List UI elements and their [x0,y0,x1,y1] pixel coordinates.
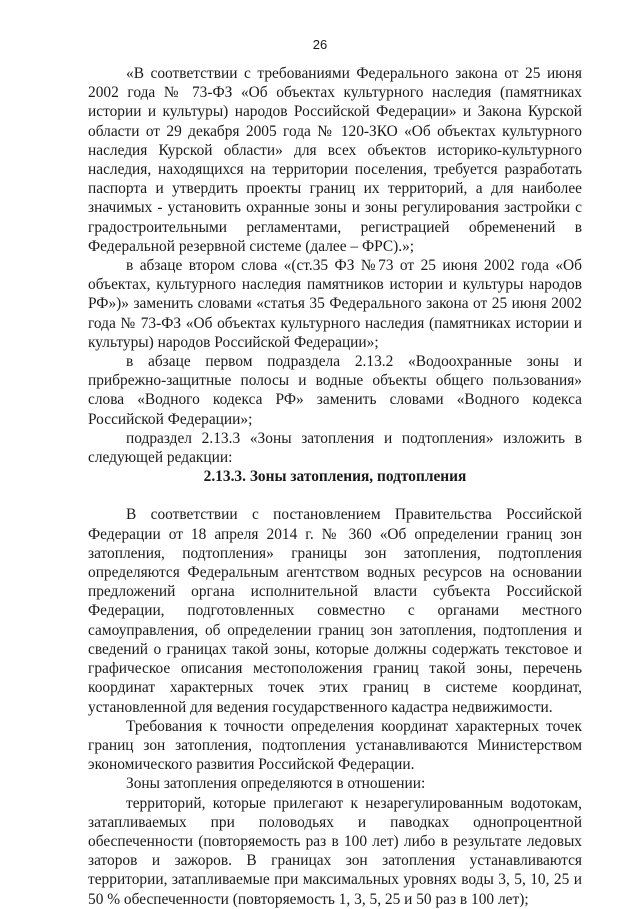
paragraph-subsection-intro: подраздел 2.13.3 «Зоны затопления и подтопления» изложить в следующей редакции: [88,429,582,467]
paragraph-heritage-amendment: «В соответствии с требованиями Федерального закона от 25 июня 2002 года № 73-ФЗ «Об объектах культурного наследия (памятниках истории и культуры) народов Российской Федерации» и Закона Курской области от 29 декабря 2005 года № 120-ЗКО «Об объектах культурного наследия Курской области» для всех объектов историко-культурного наследия, находящихся на территории поселения, требуется разработать паспорта и утвердить проекты границ их территорий, а для наиболее значимых - установить охранные зоны и зоны регулирования застройки с градостроительными регламентами, регистрацией обременений в Федеральной резервной системе (далее – ФРС).»; [88,65,582,255]
paragraph-flood-zones-intro: Зоны затопления определяются в отношении: [126,775,426,793]
paragraph-second-abzac: в абзаце втором слова «(ст.35 ФЗ №73 от 25 июня 2002 года «Об объектах, культурного наследия памятников истории и культуры народов РФ»)» заменить словами «статья 35 Федерального закона от 25 июня 2002 года № 73-ФЗ «Об объектах культурного наследия (памятниках истории и культуры) народов Российской Федерации»; [88,257,582,351]
document-body [88,64,582,909]
page-number: 26 [312,37,328,52]
paragraph-water-protection: в абзаце первом подраздела 2.13.2 «Водоохранные зоны и прибрежно-защитные полосы и водные объекты общего пользования» слова «Водного кодекса РФ» заменить словами «Водного кодекса Российской Федерации»; [88,353,582,428]
section-heading: 2.13.3. Зоны затопления, подтопления [203,468,467,486]
paragraph-flood-territories: территорий, которые прилегают к незарегулированным водотокам, затапливаемых при половодьях и паводках однопроцентной обеспеченности (повторяемость раз в 100 лет) либо в результате ледовых заторов и зажоров. В границах зон затопления устанавливаются территории, затапливаемые при максимальных уровнях воды 3, 5, 10, 25 и 50 % обеспеченности (повторяемость 1, 3, 5, 25 и 50 раз в 100 лет); [88,794,582,908]
paragraph-accuracy-requirements: Требования к точности определения координат характерных точек границ зон затопления, подтопления устанавливаются Министерством экономического развития Российской Федерации. [88,717,582,774]
paragraph-government-decree: В соответствии с постановлением Правительства Российской Федерации от 18 апреля 2014 г. № 360 «Об определении границ зон затопления, подтопления» границы зон затопления, подтопления определяются Федеральным агентством водных ресурсов на основании предложений органа исполнительной власти субъекта Российской Федерации, подготовленных совместно с органами местного самоуправления, об определении границ зон затопления, подтопления и сведений о границах такой зоны, которые должны содержать текстовое и графическое описания местоположения границ такой зоны, перечень координат характерных точек этих границ в системе координат, установленной для ведения государственного кадастра недвижимости. [88,506,582,716]
